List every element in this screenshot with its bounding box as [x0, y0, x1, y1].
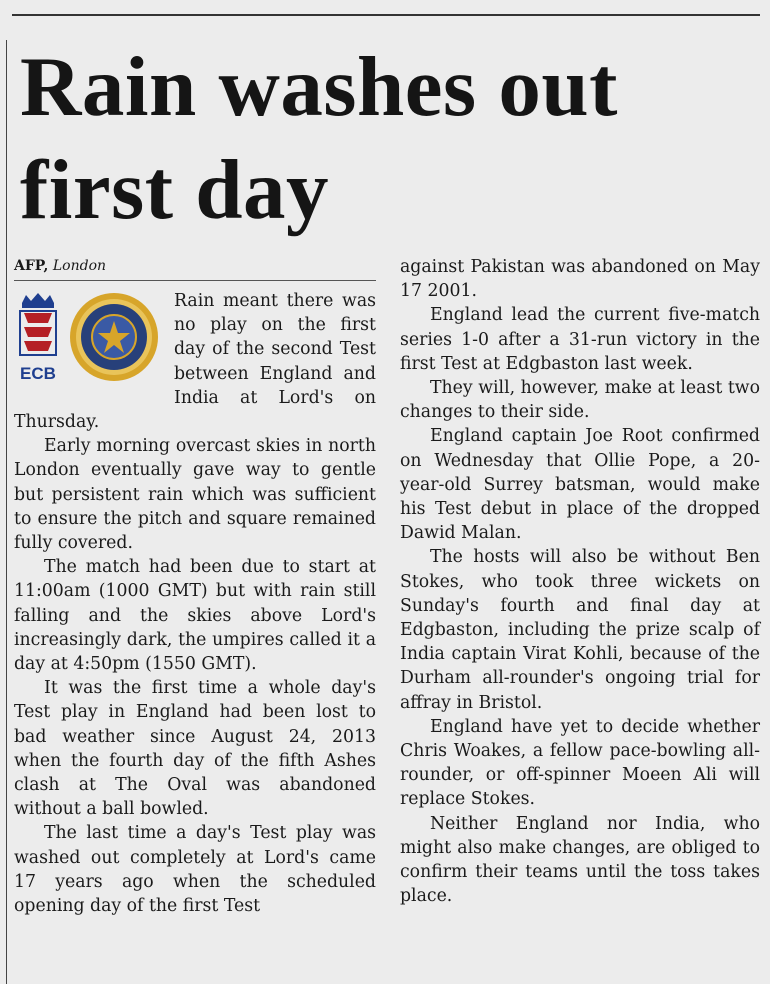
right-paragraph-3: They will, however, make at least two changes to their side. — [400, 378, 760, 423]
right-column — [400, 255, 760, 908]
left-paragraph-2: Early morning overcast skies in north London eventually gave way to gentle but persistent rain which was sufficient to ensure the pitch and square remained fully covered. — [14, 436, 376, 554]
right-paragraph-2: England lead the current five-match series 1-0 after a 31-run victory in the first Test at Edgbaston last week. — [400, 305, 760, 374]
bcci-logo — [68, 291, 160, 383]
byline-agency: AFP, — [14, 258, 49, 274]
right-paragraph-5: The hosts will also be without Ben Stokes, who took three wickets on Sunday's fourth and final day at Edgbaston, including the prize scalp of India captain Virat Kohli, because of the Durham all-rounder's ongoing trial for affray in Bristol. — [400, 547, 760, 713]
left-column-rule — [6, 40, 7, 984]
byline — [14, 256, 376, 281]
ecb-crown-icon — [22, 293, 54, 303]
right-paragraph-4: England captain Joe Root confirmed on Wednesday that Ollie Pope, a 20-year-old Surrey batsman, would make his Test debut in place of the dropped Dawid Malan. — [400, 426, 760, 544]
ecb-text: ECB — [20, 364, 56, 383]
right-paragraph-6: England have yet to decide whether Chris Woakes, a fellow pace-bowling all-rounder, or off-spinner Moeen Ali will replace Stokes. — [400, 716, 760, 810]
right-paragraph-7: Neither England nor India, who might also make changes, are obliged to confirm their teams until the toss takes place. — [400, 813, 760, 907]
headline: Rain washes out first day — [20, 40, 618, 237]
top-rule — [12, 14, 760, 16]
right-paragraph-1: against Pakistan was abandoned on May 17 2001. — [400, 257, 760, 302]
left-column — [14, 256, 376, 918]
left-paragraph-1: Rain meant there was no play on the first day of the second Test between England and India at Lord's on Thursday. — [14, 291, 376, 433]
left-paragraph-5: The last time a day's Test play was washed out completely at Lord's came 17 years ago when the scheduled opening day of the first Test — [14, 823, 376, 917]
left-paragraph-3: The match had been due to start at 11:00am (1000 GMT) but with rain still falling and the skies above Lord's increasingly dark, the umpires called it a day at 4:50pm (1550 GMT). — [14, 557, 376, 675]
byline-location: London — [52, 258, 107, 274]
logos — [14, 289, 164, 399]
ecb-logo — [16, 291, 60, 387]
ecb-lions-icon — [24, 313, 52, 351]
left-paragraph-4: It was the first time a whole day's Test play in England had been lost to bad weather since August 24, 2013 when the fourth day of the fifth Ashes clash at The Oval was abandoned without a ball bowled. — [14, 678, 376, 820]
